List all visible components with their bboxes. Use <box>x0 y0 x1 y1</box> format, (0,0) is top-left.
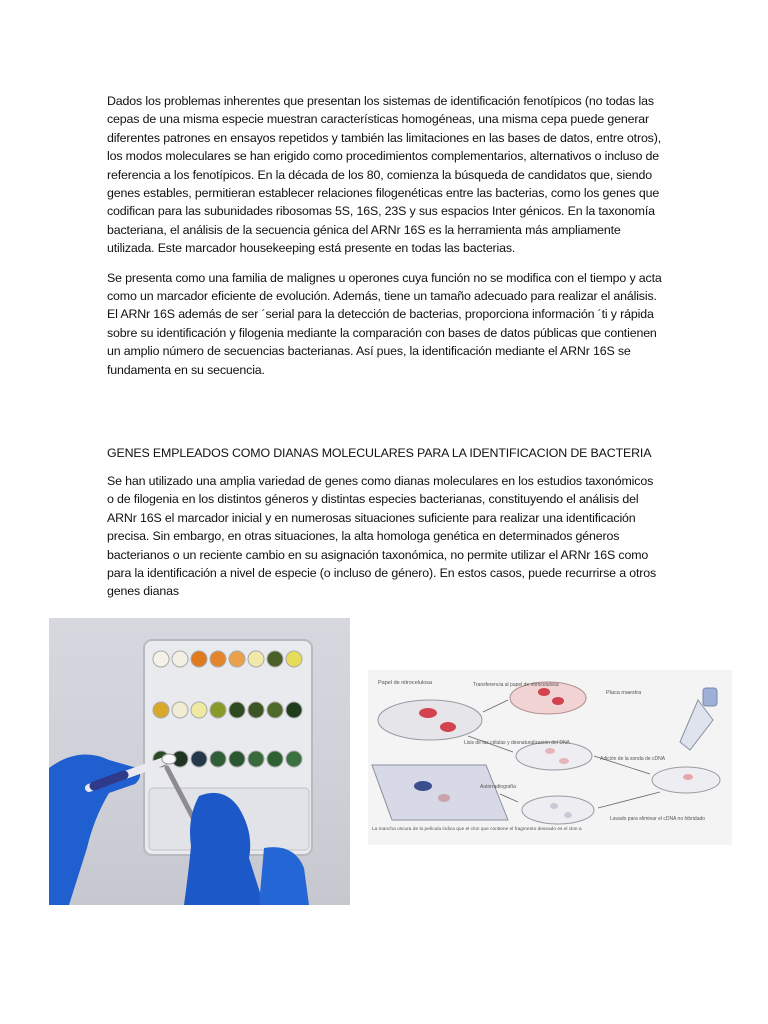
paragraph-3: Se han utilizado una amplia variedad de genes como dianas moleculares en los estudios taxonómicos o de filogenia en los distintos géneros y distintas especies bacterianas, constituyendo el análisis del ARNr 16S el marcador inicial y en numerosas situaciones suficiente para realizar una identificación precisa. Sin embargo, en otras situaciones, la alta homologa genética en determinados géneros bacterianos o un reciente cambio en su asignación taxonómica, no permite utilizar el ARNr 16S como para la identificación a nivel de especie (o incluso de género). En estos casos, puede recurrirse a otros genes dianas <box>107 474 657 599</box>
dark-spot-a <box>414 781 432 791</box>
body-text-bottom <box>107 472 663 601</box>
section-heading: GENES EMPLEADOS COMO DIANAS MOLECULARES PARA LA IDENTIFICACION DE BACTERIA <box>107 446 652 460</box>
lysed-colony-a <box>545 748 555 754</box>
label-transfer: Transferencia al papel de nitrocelulosa <box>473 682 559 688</box>
body-text-top <box>107 92 663 390</box>
xray-film <box>372 765 508 820</box>
probe-colony <box>683 774 693 780</box>
lysed-colony-b <box>559 758 569 764</box>
paragraph-2: Se presenta como una familia de malignes u operones cuya función no se modifica con el tiempo y acta como un marcador eficiente de evolución. Además, tiene un tamaño adecuado para realizar el análisis. El ARNr 16S además de ser ´serial para la detección de bacterias, proporciona información ´ti y rápida sobre su identificación y filogenia mediante la comparación con bases de datos públicas que contienen un amplio número de secuencias bacterianas. Así pues, la identificación mediante el ARNr 16S se fundamenta en su secuencia. <box>107 270 662 377</box>
colony-hybridization-diagram <box>368 670 732 845</box>
label-paper: Papel de nitrocelulosa <box>378 680 433 686</box>
probe-disc <box>652 767 720 793</box>
arrow-wash <box>598 792 660 808</box>
paragraph-1: Dados los problemas inherentes que presentan los sistemas de identificación fenotípicos (no todas las cepas de una misma especie muestran características homogéneas, una misma cepa puede generar diferentes patrones en ensayos repetidos y también las limitaciones en las bases de datos, entre otros), los modos moleculares se han erigido como procedimientos complementarios, alternativos o incluso de referencia a los fenotípicos. En la década de los 80, comienza la búsqueda de candidatos que, siendo genes estables, permitieran establecer relaciones filogenéticas entre las bacterias, como los genes que codifican para las subunidades ribosomas 5S, 16S, 23S y sus espacios Inter génicos. En la taxonomía bacteriana, el análisis de la secuencia génica del ARNr 16S es la herramienta más ampliamente utilizada. Este marcador housekeeping está presente en todas las bacterias. <box>107 94 662 256</box>
lysis-disc <box>516 742 592 770</box>
label-wash: Lavado para eliminar el cDNA no hibridado <box>610 816 706 822</box>
diagram-caption: La mancha oscura de la película indica que el clon que contiene el fragmento deseado es el clon a <box>372 827 582 832</box>
wash-colony-b <box>564 812 572 818</box>
arrow-transfer <box>483 700 508 712</box>
plate-colony-a <box>538 688 550 696</box>
wash-colony-a <box>550 803 558 809</box>
swab-tip <box>162 754 176 764</box>
faint-spot-b <box>438 794 450 802</box>
plate-colony-b <box>552 697 564 705</box>
identification-tray-photo <box>49 618 350 905</box>
pipette <box>680 700 713 750</box>
arrow-autorad <box>500 794 518 802</box>
nitrocellulose-disc <box>378 700 482 740</box>
label-probe: Adición de la sonda de cDNA <box>600 756 666 762</box>
diagram-illustration <box>368 670 732 845</box>
tray-photo-illustration <box>49 618 350 905</box>
label-petri: Placa maestra <box>606 690 642 696</box>
label-lysis: Lisis de las células y desnaturalización del DNA <box>464 740 570 746</box>
label-autorad: Autorradiografía <box>480 784 516 790</box>
wash-disc <box>522 796 594 824</box>
colony-b <box>440 722 456 732</box>
pipette-bulb <box>703 688 717 706</box>
colony-a <box>419 708 437 718</box>
